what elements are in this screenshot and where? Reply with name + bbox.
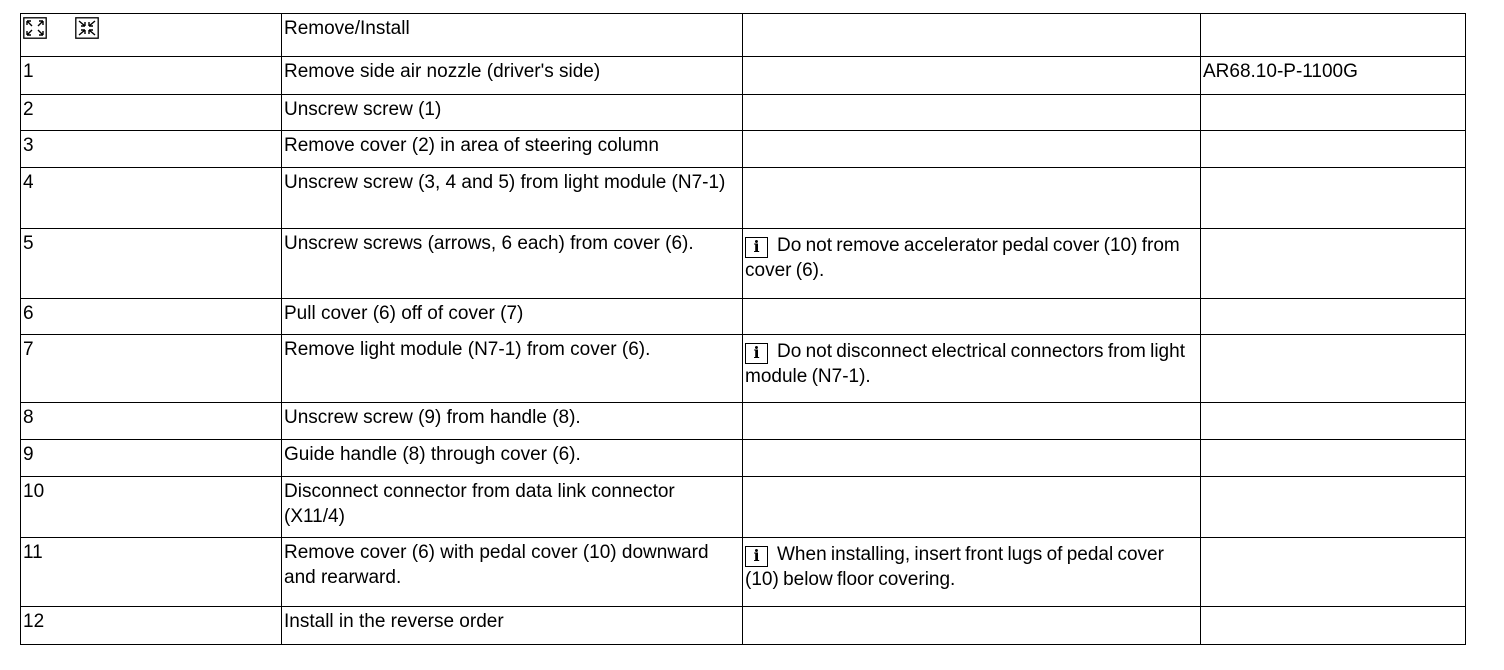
step-note — [743, 477, 1201, 538]
table-row — [21, 538, 1466, 607]
step-note — [743, 229, 1201, 299]
step-number: 6 — [21, 299, 282, 335]
note-text: Do not disconnect electrical connectors from light module (N7-1). — [745, 341, 1185, 387]
note-text: Do not remove accelerator pedal cover (10) from cover (6). — [745, 235, 1180, 281]
table-row — [21, 335, 1466, 403]
step-number: 12 — [21, 607, 282, 645]
step-note — [743, 335, 1201, 403]
step-reference — [1201, 477, 1466, 538]
step-text: Install in the reverse order — [282, 607, 743, 645]
step-reference — [1201, 538, 1466, 607]
step-text: Disconnect connector from data link connector (X11/4) — [282, 477, 743, 538]
step-text: Unscrew screw (3, 4 and 5) from light module (N7-1) — [282, 168, 743, 229]
table-row — [21, 607, 1466, 645]
table-row — [21, 440, 1466, 477]
step-note — [743, 131, 1201, 168]
header-row — [21, 14, 1466, 57]
step-note — [743, 440, 1201, 477]
step-text: Guide handle (8) through cover (6). — [282, 440, 743, 477]
step-text: Remove cover (2) in area of steering column — [282, 131, 743, 168]
step-number: 1 — [21, 57, 282, 95]
step-reference — [1201, 335, 1466, 403]
step-text: Unscrew screws (arrows, 6 each) from cover (6). — [282, 229, 743, 299]
table-row — [21, 477, 1466, 538]
info-icon: i — [745, 237, 768, 258]
expand-icon[interactable] — [23, 17, 47, 39]
step-number: 11 — [21, 538, 282, 607]
step-reference — [1201, 607, 1466, 645]
step-note — [743, 95, 1201, 131]
reference-link[interactable]: AR68.10-P-1100G — [1201, 57, 1466, 95]
step-note — [743, 168, 1201, 229]
table-row — [21, 131, 1466, 168]
step-text: Unscrew screw (1) — [282, 95, 743, 131]
step-number: 3 — [21, 131, 282, 168]
step-number: 4 — [21, 168, 282, 229]
step-text: Remove side air nozzle (driver's side) — [282, 57, 743, 95]
step-reference — [1201, 299, 1466, 335]
step-note — [743, 57, 1201, 95]
header-col4 — [1201, 14, 1466, 57]
step-note — [743, 607, 1201, 645]
step-reference — [1201, 131, 1466, 168]
note-text: When installing, insert front lugs of pedal cover (10) below floor covering. — [745, 544, 1164, 590]
procedure-table — [20, 13, 1466, 645]
info-icon: i — [745, 343, 768, 364]
step-note — [743, 403, 1201, 440]
table-row — [21, 57, 1466, 95]
step-number: 9 — [21, 440, 282, 477]
step-text: Pull cover (6) off of cover (7) — [282, 299, 743, 335]
info-icon: i — [745, 546, 768, 567]
step-text: Remove light module (N7-1) from cover (6). — [282, 335, 743, 403]
step-reference — [1201, 168, 1466, 229]
step-number: 10 — [21, 477, 282, 538]
step-number: 5 — [21, 229, 282, 299]
step-reference — [1201, 440, 1466, 477]
step-reference — [1201, 229, 1466, 299]
step-number: 7 — [21, 335, 282, 403]
step-reference — [1201, 403, 1466, 440]
table-row — [21, 403, 1466, 440]
step-reference — [1201, 95, 1466, 131]
header-col3 — [743, 14, 1201, 57]
step-text: Remove cover (6) with pedal cover (10) downward and rearward. — [282, 538, 743, 607]
table-row — [21, 168, 1466, 229]
header-title: Remove/Install — [282, 14, 743, 57]
header-icon-cell — [21, 14, 282, 57]
step-number: 8 — [21, 403, 282, 440]
step-note — [743, 538, 1201, 607]
step-number: 2 — [21, 95, 282, 131]
table-row — [21, 229, 1466, 299]
collapse-icon[interactable] — [75, 17, 99, 39]
table-row — [21, 299, 1466, 335]
step-text: Unscrew screw (9) from handle (8). — [282, 403, 743, 440]
step-note — [743, 299, 1201, 335]
table-row — [21, 95, 1466, 131]
